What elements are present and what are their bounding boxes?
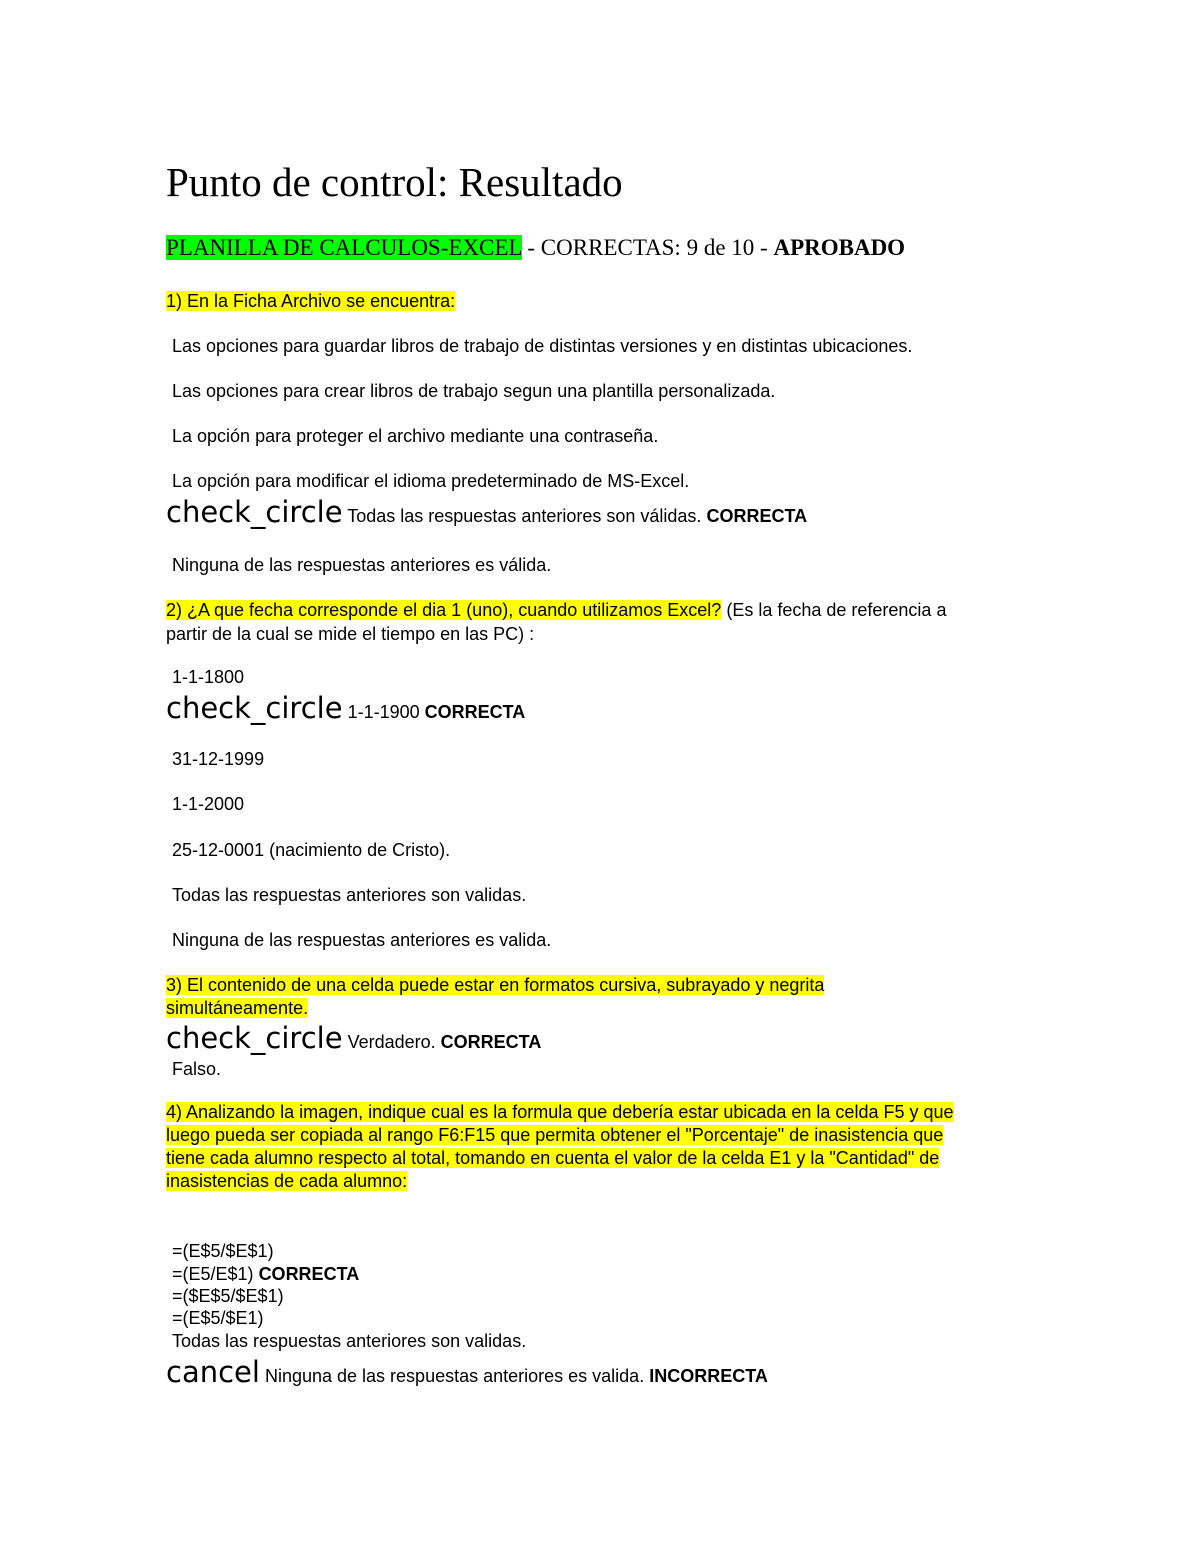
score-text: CORRECTAS: 9 de 10 [540, 235, 755, 260]
status-badge: APROBADO [773, 235, 906, 260]
answer-text: Verdadero. [347, 1032, 436, 1052]
verdict-label: CORRECTA [258, 1264, 360, 1284]
separator: - [521, 235, 541, 260]
separator: - [754, 235, 774, 260]
q4-option-2: =(E5/E$1) CORRECTA [172, 1264, 360, 1284]
question-2: 2) ¿A que fecha corresponde el dia 1 (uno), cuando utilizamos Excel? (Es la fecha de referencia a [166, 600, 947, 620]
q4-option-5: Todas las respuestas anteriores son validas. [172, 1331, 527, 1351]
question-4-line-2: luego pueda ser copiada al rango F6:F15 que permita obtener el "Porcentaje" de inasistencia que [166, 1125, 944, 1145]
question-4-line-3: tiene cada alumno respecto al total, tomando en cuenta el valor de la celda E1 y la "Cantidad" de [166, 1148, 940, 1168]
cancel-icon: cancel [166, 1355, 260, 1389]
verdict-label: CORRECTA [440, 1032, 542, 1052]
verdict-label: CORRECTA [424, 702, 526, 722]
q2-option-6: Todas las respuestas anteriores son validas. [172, 885, 527, 905]
question-2-continued: partir de la cual se mide el tiempo en las PC) : [166, 624, 535, 644]
q2-option-3: 31-12-1999 [172, 749, 265, 769]
answer-text: Ninguna de las respuestas anteriores es valida. [264, 1366, 645, 1386]
verdict-label: INCORRECTA [649, 1366, 768, 1386]
q3-selected-answer [166, 1020, 541, 1060]
q4-option-3: =($E$5/$E$1) [172, 1286, 284, 1306]
verdict-label: CORRECTA [706, 506, 808, 526]
answer-text: Todas las respuestas anteriores son válidas. [347, 506, 702, 526]
q1-selected-answer [166, 494, 807, 534]
q1-option-4: La opción para modificar el idioma predeterminado de MS-Excel. [172, 471, 690, 491]
q2-option-1: 1-1-1800 [172, 667, 245, 687]
q4-selected-answer [166, 1354, 768, 1394]
q2-option-7: Ninguna de las respuestas anteriores es valida. [172, 930, 552, 950]
check-circle-icon: check_circle [166, 1021, 343, 1055]
q1-option-3: La opción para proteger el archivo mediante una contraseña. [172, 426, 659, 446]
answer-text: 1-1-1900 [347, 702, 420, 722]
question-1: 1) En la Ficha Archivo se encuentra: [166, 291, 456, 311]
q2-selected-answer [166, 690, 525, 730]
q1-option-6: Ninguna de las respuestas anteriores es válida. [172, 555, 552, 575]
check-circle-icon: check_circle [166, 691, 343, 725]
question-3: 3) El contenido de una celda puede estar en formatos cursiva, subrayado y negrita [166, 975, 825, 995]
result-summary [166, 233, 905, 263]
subject-name: PLANILLA DE CALCULOS-EXCEL [166, 235, 522, 260]
q1-option-2: Las opciones para crear libros de trabajo segun una plantilla personalizada. [172, 381, 776, 401]
question-3-continued: simultáneamente. [166, 998, 309, 1018]
page-title: Punto de control: Resultado [166, 159, 623, 205]
q1-option-1: Las opciones para guardar libros de trabajo de distintas versiones y en distintas ubicaciones. [172, 336, 913, 356]
q3-option-2: Falso. [172, 1059, 222, 1079]
q2-option-5: 25-12-0001 (nacimiento de Cristo). [172, 840, 451, 860]
question-4-line-4: inasistencias de cada alumno: [166, 1171, 408, 1191]
q4-option-1: =(E$5/$E$1) [172, 1241, 274, 1261]
question-4-line-1: 4) Analizando la imagen, indique cual es la formula que debería estar ubicada en la celda F5 y que [166, 1102, 954, 1122]
q4-option-4: =(E$5/$E1) [172, 1308, 264, 1328]
q2-option-4: 1-1-2000 [172, 794, 245, 814]
check-circle-icon: check_circle [166, 495, 343, 529]
